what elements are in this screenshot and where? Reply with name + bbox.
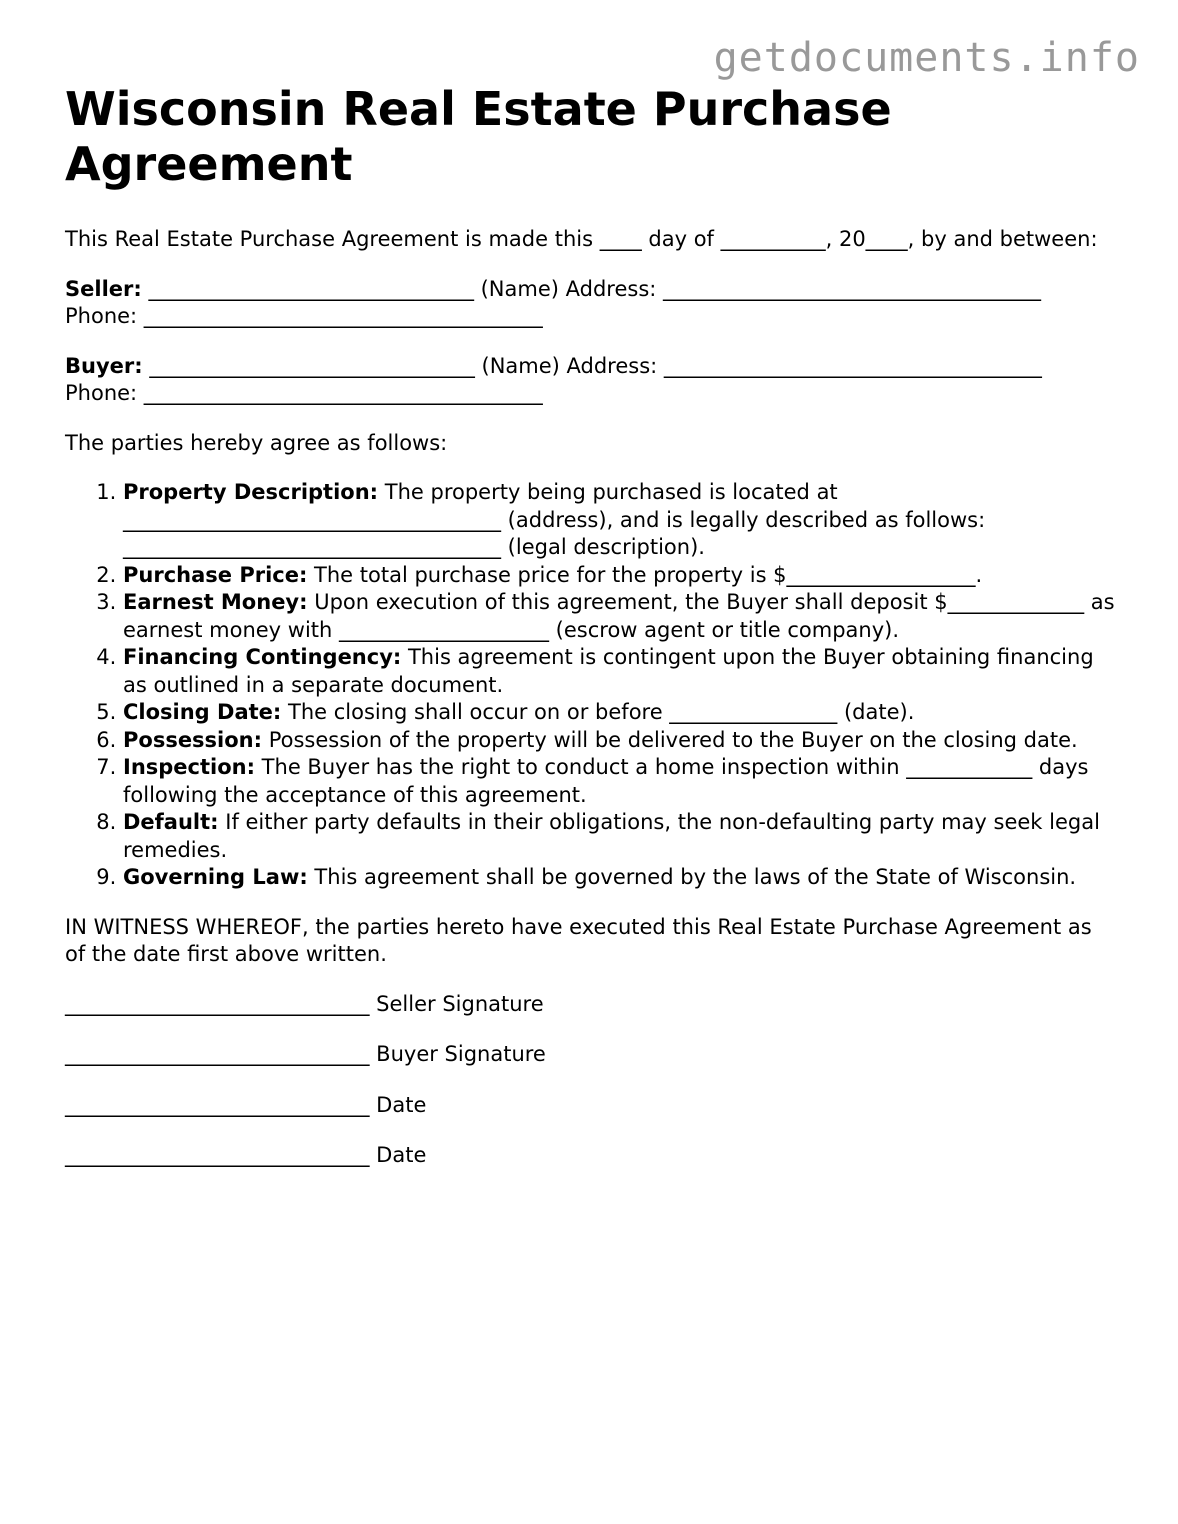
clause-text: This agreement shall be governed by the laws of the State of Wisconsin.: [307, 865, 1077, 889]
witness-paragraph: IN WITNESS WHEREOF, the parties hereto have executed this Real Estate Purchase Agreement as of the date first above written.: [65, 914, 1092, 966]
clause-title: Closing Date:: [123, 700, 282, 724]
document-title: Wisconsin Real Estate Purchase Agreement: [65, 82, 892, 191]
clause-title: Governing Law:: [123, 865, 308, 889]
seller-signature-line: _____________________________ Seller Signature: [65, 991, 544, 1016]
clause-item: [123, 864, 1115, 892]
clause-title: Purchase Price:: [123, 562, 308, 587]
clause-item: [123, 754, 1115, 809]
clause-title: Property Description:: [123, 480, 379, 504]
parties-agree-text: The parties hereby agree as follows:: [65, 430, 448, 455]
clause-text: This agreement is contingent upon the Buyer obtaining financing as outlined in a separate document.: [123, 645, 1094, 697]
date-line: _____________________________ Date: [65, 1143, 427, 1167]
clause-text: The closing shall occur on or before ________________ (date).: [281, 700, 915, 724]
clause-text: The property being purchased is located at ____________________________________ (address), and is legally described as follows: ____________________________________ (legal description).: [123, 480, 986, 559]
seller-fields: _______________________________ (Name) Address: ____________________________________ Phone: ______________________________________: [65, 276, 1042, 328]
clause-text: The Buyer has the right to conduct a home inspection within ____________ days following the acceptance of this agreement.: [123, 755, 1089, 807]
clause-item: [123, 699, 1115, 727]
clause-item: [123, 644, 1115, 699]
buyer-signature-line: _____________________________ Buyer Signature: [65, 1042, 546, 1066]
clause-text: If either party defaults in their obligations, the non-defaulting party may seek legal remedies.: [123, 810, 1100, 862]
date-line: _____________________________ Date: [65, 1092, 427, 1117]
seller-label: Seller:: [65, 276, 142, 301]
clause-text: Possession of the property will be delivered to the Buyer on the closing date.: [262, 727, 1078, 752]
clause-item: [123, 727, 1115, 755]
clause-title: Financing Contingency:: [123, 645, 402, 669]
clause-list: [65, 479, 1115, 892]
clause-title: Inspection:: [123, 755, 255, 779]
watermark: getdocuments.info: [713, 35, 1140, 81]
clause-title: Possession:: [123, 727, 263, 752]
clause-text: Upon execution of this agreement, the Buyer shall deposit $_____________ as earnest money with ____________________ (escrow agent or title company).: [123, 590, 1115, 642]
clause-title: Default:: [123, 810, 219, 834]
intro-paragraph: This Real Estate Purchase Agreement is made this ____ day of __________, 20____, by and between:: [65, 227, 1098, 251]
clause-item: [123, 479, 1115, 562]
clause-item: [123, 562, 1115, 590]
buyer-fields: _______________________________ (Name) Address: ____________________________________ Phone: ______________________________________: [65, 353, 1042, 405]
buyer-label: Buyer:: [65, 353, 143, 378]
clause-title: Earnest Money:: [123, 590, 308, 614]
document-body: [65, 82, 1115, 1193]
seller-block: [65, 276, 1115, 331]
clause-item: [123, 589, 1115, 644]
buyer-block: [65, 353, 1115, 408]
clause-text: The total purchase price for the property is $__________________.: [307, 562, 983, 587]
clause-item: [123, 809, 1115, 864]
